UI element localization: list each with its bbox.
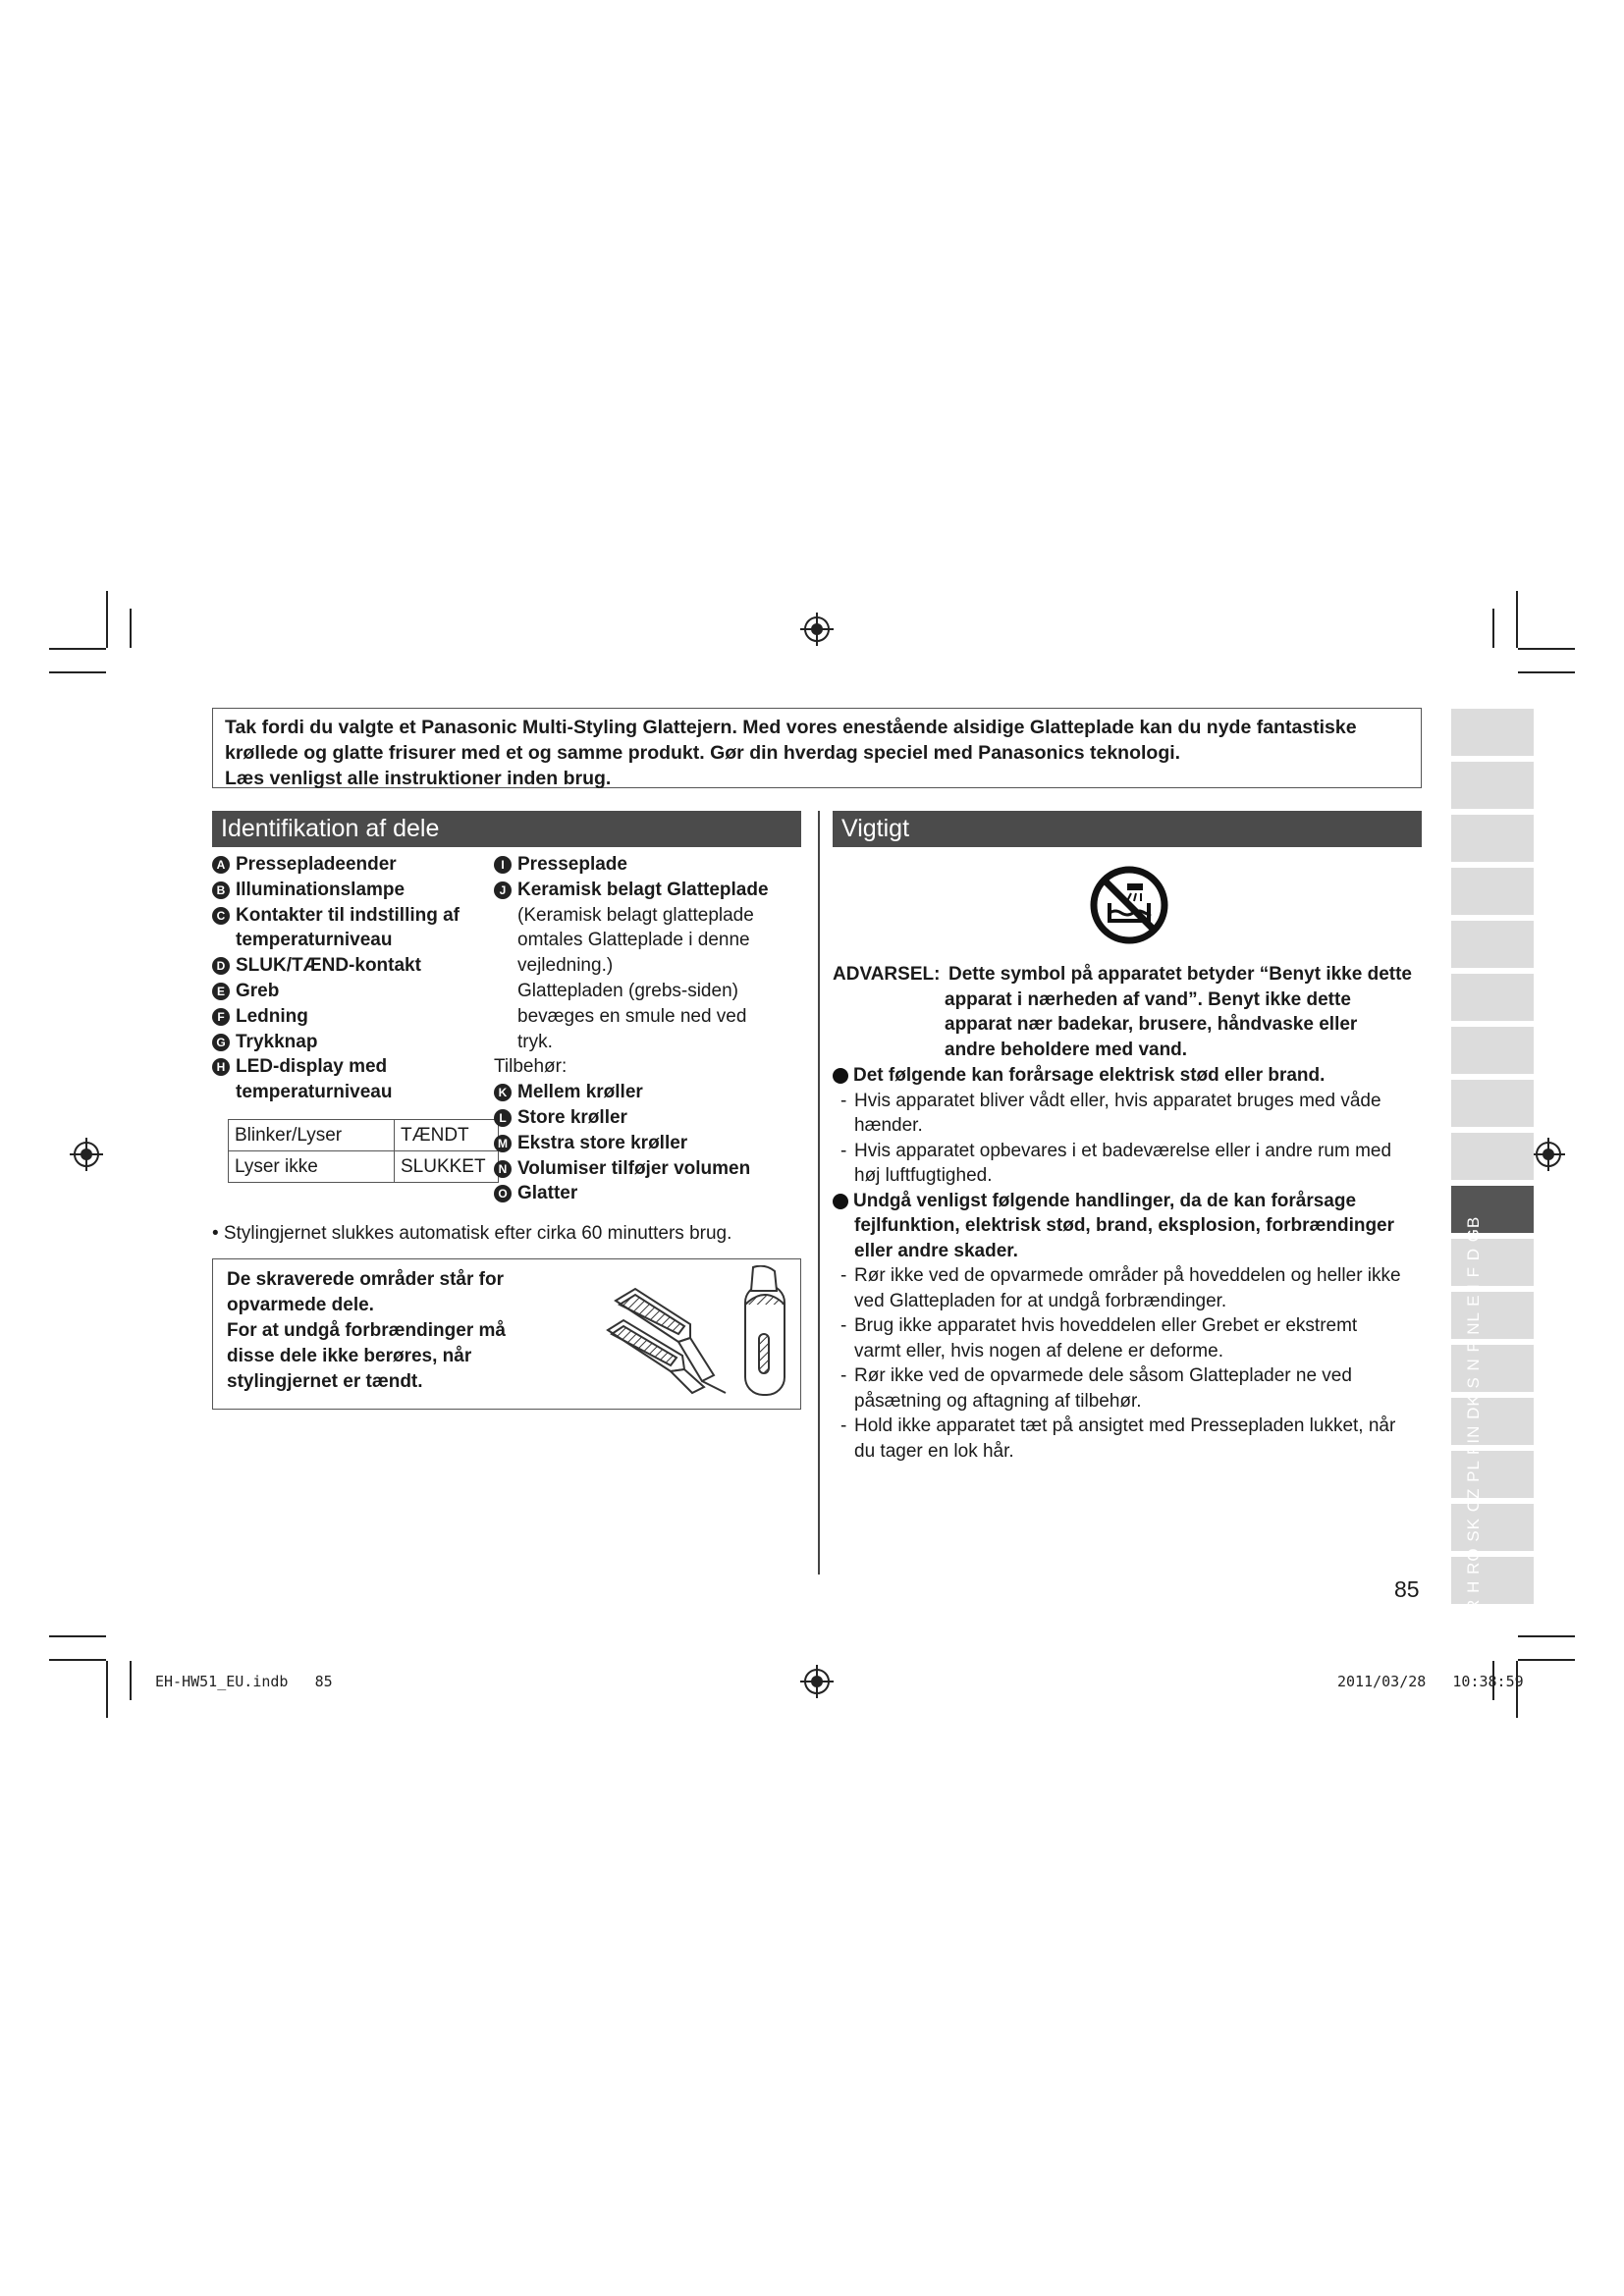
- warning-item-text: Hvis apparatet bliver vådt eller, hvis apparatet bruges med våde: [854, 1090, 1381, 1111]
- warning-item: - Hvis apparatet opbevares i et badeværelse eller i andre rum med: [833, 1139, 1422, 1164]
- section-header-parts: Identifikation af dele: [212, 811, 801, 847]
- footer-page: 85: [314, 1673, 333, 1690]
- table-cell: Lyser ikke: [229, 1151, 395, 1183]
- warning-item-text: Brug ikke apparatet hvis hoveddelen eller Grebet er ekstremt: [854, 1315, 1358, 1336]
- part-item: [212, 903, 497, 929]
- accessory-item: [494, 1080, 808, 1105]
- warning-bullet-text: Undgå venligst følgende handlinger, da de kan forårsage: [853, 1190, 1357, 1211]
- warning-item-cont: hænder.: [854, 1115, 923, 1136]
- advarsel-line: apparat nær badekar, brusere, håndvaske eller: [945, 1014, 1358, 1035]
- auto-off-note: • Stylingjernet slukkes automatisk efter cirka 60 minutters brug.: [212, 1223, 732, 1244]
- warning-item: - Rør ikke ved de opvarmede dele såsom Glatteplader ne ved: [833, 1363, 1422, 1389]
- part-item: [494, 878, 808, 903]
- language-tab: [1451, 762, 1534, 809]
- crop-mark: [1518, 1659, 1575, 1661]
- part-item: [212, 1030, 497, 1055]
- warning-item: - Brug ikke apparatet hvis hoveddelen eller Grebet er ekstremt: [833, 1313, 1422, 1339]
- footer-filename: EH-HW51_EU.indb: [155, 1673, 289, 1690]
- registration-mark-icon: [800, 1665, 834, 1698]
- warning-item: - Rør ikke ved de opvarmede områder på hoveddelen og heller ikke: [833, 1263, 1422, 1289]
- accessory-label: Ekstra store krøller: [517, 1132, 688, 1153]
- warning-item-cont: varmt eller, hvis nogen af delene er deforme.: [854, 1340, 1223, 1362]
- crop-mark: [130, 1661, 132, 1700]
- part-label: Presseplade: [517, 854, 627, 875]
- table-cell: TÆNDT: [395, 1120, 499, 1151]
- styling-iron-illustration-icon: [596, 1265, 792, 1405]
- parts-list-right: [494, 852, 808, 1206]
- part-note: tryk.: [517, 1031, 553, 1052]
- part-note: omtales Glatteplade i denne: [517, 930, 750, 951]
- hot-parts-line: stylingjernet er tændt.: [227, 1371, 423, 1392]
- warning-list: [833, 1063, 1422, 1464]
- part-item: [212, 878, 497, 903]
- crop-mark: [130, 609, 132, 648]
- crop-mark: [1518, 648, 1575, 650]
- hot-parts-line: disse dele ikke berøres, når: [227, 1346, 472, 1366]
- part-label: SLUK/TÆND-kontakt: [236, 955, 421, 977]
- crop-mark: [49, 671, 106, 673]
- warning-item-text: Rør ikke ved de opvarmede områder på hoveddelen og heller ikke: [854, 1265, 1401, 1286]
- language-tab: [1451, 709, 1534, 756]
- warning-bullet-text: Det følgende kan forårsage elektrisk stød eller brand.: [853, 1065, 1326, 1086]
- badge-icon: N: [494, 1160, 512, 1178]
- warning-item-cont: du tager en lok hår.: [854, 1440, 1014, 1462]
- warning-bullet: [833, 1189, 1422, 1214]
- language-tab: [1451, 868, 1534, 915]
- table-row: [229, 1151, 499, 1183]
- warning-bullet-cont: eller andre skader.: [854, 1240, 1018, 1261]
- part-label: LED-display med: [236, 1056, 388, 1078]
- badge-icon: J: [494, 881, 512, 899]
- accessories-label: Tilbehør:: [494, 1056, 568, 1078]
- language-tab: [1451, 1133, 1534, 1180]
- advarsel-block: [833, 962, 1432, 1062]
- accessory-label: Store krøller: [517, 1106, 627, 1128]
- crop-mark: [1516, 591, 1518, 648]
- badge-icon: A: [212, 856, 230, 874]
- part-note: bevæges en smule ned ved: [517, 1005, 747, 1027]
- part-note: (Keramisk belagt glatteplade: [517, 904, 754, 926]
- advarsel-line: Dette symbol på apparatet betyder “Benyt ikke dette: [948, 964, 1412, 985]
- accessory-label: Glatter: [517, 1183, 578, 1204]
- page-number: 85: [1394, 1576, 1420, 1602]
- part-item: [212, 1004, 497, 1030]
- bullet-icon: [833, 1068, 848, 1084]
- advarsel-line: apparat i nærheden af vand”. Benyt ikke dette: [945, 988, 1351, 1010]
- part-label: Trykknap: [236, 1031, 318, 1052]
- accessory-label: Mellem krøller: [517, 1082, 643, 1103]
- side-language-labels: [1451, 1215, 1496, 1624]
- column-divider: [818, 811, 820, 1575]
- part-label: Illuminationslampe: [236, 879, 406, 900]
- no-water-icon: [1088, 864, 1170, 946]
- advarsel-label: ADVARSEL:: [833, 964, 941, 985]
- part-label: Pressepladeender: [236, 854, 397, 875]
- intro-box: [212, 708, 1422, 788]
- table-cell: Blinker/Lyser: [229, 1120, 395, 1151]
- led-status-table: [228, 1119, 499, 1183]
- accessory-item: [494, 1131, 808, 1156]
- language-tab: [1451, 974, 1534, 1021]
- registration-mark-icon: [800, 613, 834, 646]
- language-tab: [1451, 921, 1534, 968]
- table-cell: SLUKKET: [395, 1151, 499, 1183]
- badge-icon: L: [494, 1109, 512, 1127]
- warning-item: - Hvis apparatet bliver vådt eller, hvis apparatet bruges med våde: [833, 1089, 1422, 1114]
- part-item: [212, 1054, 497, 1080]
- accessory-item: [494, 1105, 808, 1131]
- crop-mark: [49, 648, 106, 650]
- part-item-cont: temperaturniveau: [236, 1082, 393, 1103]
- warning-item-text: Hold ikke apparatet tæt på ansigtet med Pressepladen lukket, når: [854, 1415, 1396, 1436]
- part-item-cont: temperaturniveau: [236, 930, 393, 951]
- badge-icon: K: [494, 1084, 512, 1101]
- part-label: Ledning: [236, 1005, 308, 1027]
- footer-date: 2011/03/28: [1337, 1673, 1427, 1690]
- intro-line: Læs venligst alle instruktioner inden brug.: [225, 768, 612, 789]
- footer-time: 10:38:59: [1452, 1673, 1524, 1690]
- badge-icon: F: [212, 1008, 230, 1026]
- badge-icon: G: [212, 1034, 230, 1051]
- part-note: Glattepladen (grebs-siden): [517, 980, 738, 1001]
- accessory-label: Volumiser tilføjer volumen: [517, 1157, 751, 1179]
- part-item: [494, 852, 808, 878]
- bullet-icon: [833, 1194, 848, 1209]
- warning-bullet-cont: fejlfunktion, elektrisk stød, brand, eksplosion, forbrændinger: [854, 1215, 1395, 1236]
- footer-timestamp: [1337, 1673, 1524, 1690]
- advarsel-line: andre beholdere med vand.: [945, 1039, 1188, 1060]
- hot-parts-warning-box: [212, 1258, 801, 1410]
- accessory-item: [494, 1181, 808, 1206]
- part-item: [212, 852, 497, 878]
- section-header-important: Vigtigt: [833, 811, 1422, 847]
- part-item: [212, 979, 497, 1004]
- badge-icon: C: [212, 907, 230, 925]
- crop-mark: [1492, 609, 1494, 648]
- hot-parts-line: For at undgå forbrændinger må: [227, 1320, 506, 1341]
- crop-mark: [106, 1661, 108, 1718]
- part-note: vejledning.): [517, 955, 614, 977]
- language-tab: [1451, 815, 1534, 862]
- hot-parts-line: opvarmede dele.: [227, 1295, 374, 1315]
- table-row: [229, 1120, 499, 1151]
- hot-parts-line: De skraverede områder står for: [227, 1269, 504, 1290]
- badge-icon: H: [212, 1058, 230, 1076]
- badge-icon: D: [212, 957, 230, 975]
- badge-icon: I: [494, 856, 512, 874]
- language-tab: [1451, 1027, 1534, 1074]
- crop-mark: [106, 591, 108, 648]
- language-tab: [1451, 1080, 1534, 1127]
- crop-mark: [1518, 671, 1575, 673]
- hot-parts-text: [227, 1267, 506, 1395]
- badge-icon: E: [212, 983, 230, 1000]
- warning-item-text: Rør ikke ved de opvarmede dele såsom Glatteplader ne ved: [854, 1365, 1352, 1386]
- side-language-text: TR H RO SK CZ PL FIN DK S N P NL E I F D GB: [1464, 1215, 1483, 1624]
- parts-list-left: [212, 852, 497, 1105]
- warning-item-cont: høj luftfugtighed.: [854, 1165, 993, 1186]
- warning-item-cont: ved Glattepladen for at undgå forbrændinger.: [854, 1290, 1227, 1311]
- warning-bullet: [833, 1063, 1422, 1089]
- part-item: [212, 953, 497, 979]
- warning-item-text: Hvis apparatet opbevares i et badeværelse eller i andre rum med: [854, 1140, 1392, 1161]
- registration-mark-icon: [70, 1138, 103, 1171]
- badge-icon: M: [494, 1135, 512, 1152]
- part-label: Kontakter til indstilling af: [236, 904, 460, 926]
- warning-item-cont: påsætning og aftagning af tilbehør.: [854, 1390, 1142, 1412]
- crop-mark: [1518, 1635, 1575, 1637]
- crop-mark: [49, 1659, 106, 1661]
- footer-file: [155, 1673, 333, 1690]
- crop-mark: [49, 1635, 106, 1637]
- warning-item: - Hold ikke apparatet tæt på ansigtet med Pressepladen lukket, når: [833, 1414, 1422, 1439]
- accessory-item: [494, 1156, 808, 1182]
- intro-line: krøllede og glatte frisurer med et og samme produkt. Gør din hverdag speciel med Panasonics teknologi.: [225, 742, 1181, 764]
- badge-icon: B: [212, 881, 230, 899]
- intro-line: Tak fordi du valgte et Panasonic Multi-Styling Glattejern. Med vores enestående alsidige Glatteplade kan du nyde fantastiske: [225, 717, 1357, 738]
- part-label: Keramisk belagt Glatteplade: [517, 879, 769, 900]
- part-label: Greb: [236, 980, 280, 1001]
- badge-icon: O: [494, 1185, 512, 1202]
- registration-mark-icon: [1532, 1138, 1565, 1171]
